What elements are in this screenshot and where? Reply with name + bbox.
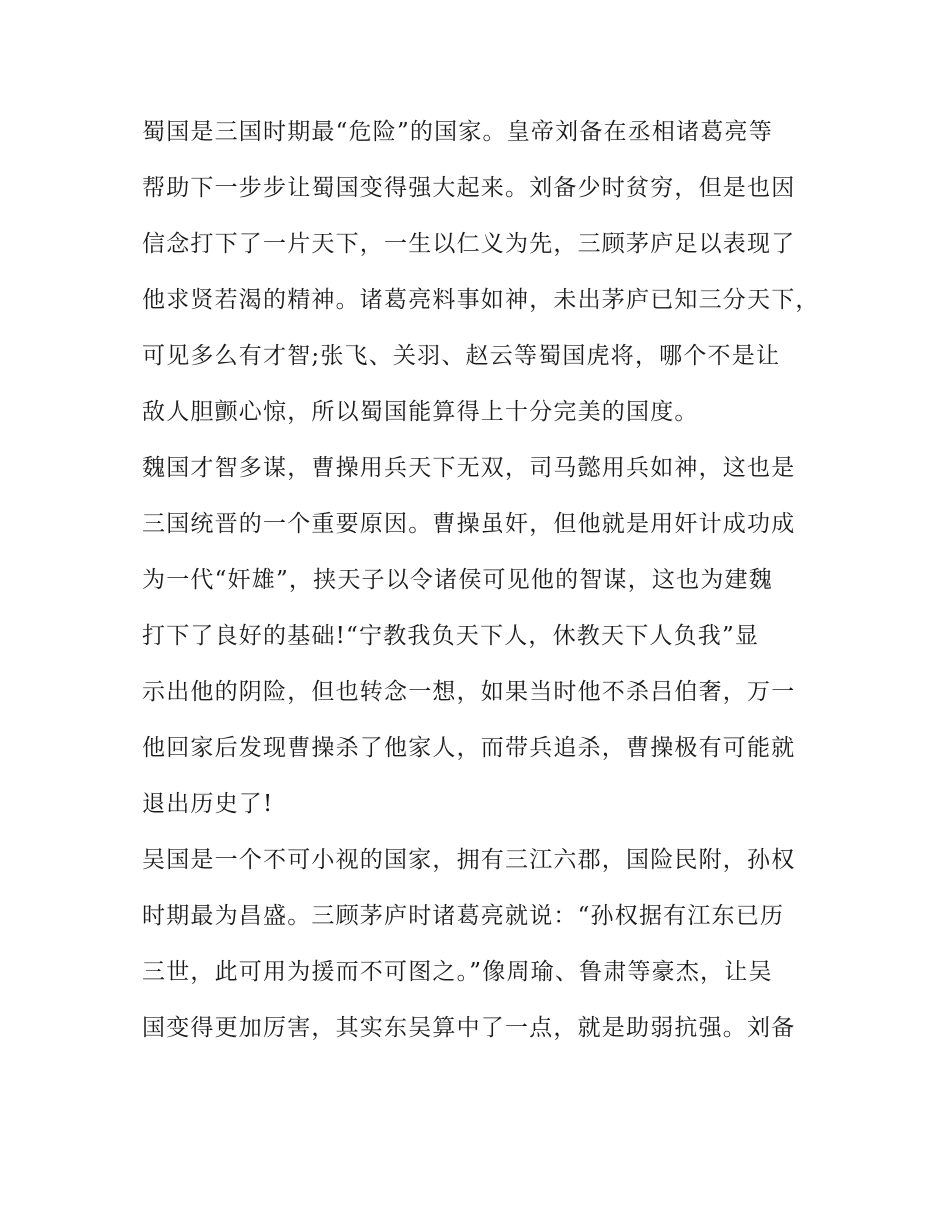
text-line: 帮助下一步步让蜀国变得强大起来。刘备少时贫穷，但是也因 <box>142 175 796 201</box>
text-line: 可见多么有才智;张飞、关羽、赵云等蜀国虎将，哪个不是让 <box>142 343 781 369</box>
text-line: 魏国才智多谋，曹操用兵天下无双，司马懿用兵如神，这也是 <box>142 455 796 481</box>
text-line: 信念打下了一片天下，一生以仁义为先，三顾茅庐足以表现了 <box>142 231 796 257</box>
text-line: 三世，此可用为援而不可图之。”像周瑜、鲁肃等豪杰，让吴 <box>142 959 773 985</box>
text-line: 吴国是一个不可小视的国家，拥有三江六郡，国险民附，孙权 <box>142 847 796 873</box>
text-line: 为一代“奸雄”，挟天子以令诸侯可见他的智谋，这也为建魏 <box>142 567 773 593</box>
text-line: 国变得更加厉害，其实东吴算中了一点，就是助弱抗强。刘备 <box>142 1015 796 1041</box>
text-line: 退出历史了! <box>142 791 274 817</box>
text-line: 他求贤若渴的精神。诸葛亮料事如神，未出茅庐已知三分天下， <box>142 287 820 313</box>
text-line: 时期最为昌盛。三顾茅庐时诸葛亮就说：“孙权据有江东已历 <box>142 903 785 929</box>
text-line: 蜀国是三国时期最“危险”的国家。皇帝刘备在丞相诸葛亮等 <box>142 119 773 145</box>
text-line: 示出他的阴险，但也转念一想，如果当时他不杀吕伯奢，万一 <box>142 679 796 705</box>
text-line: 三国统晋的一个重要原因。曹操虽奸，但他就是用奸计成功成 <box>142 511 796 537</box>
body-text <box>142 104 842 1056</box>
text-line: 打下了良好的基础!“宁教我负天下人，休教天下人负我”显 <box>142 623 760 649</box>
text-line: 敌人胆颤心惊，所以蜀国能算得上十分完美的国度。 <box>142 399 699 425</box>
text-line: 他回家后发现曹操杀了他家人，而带兵追杀，曹操极有可能就 <box>142 735 796 761</box>
